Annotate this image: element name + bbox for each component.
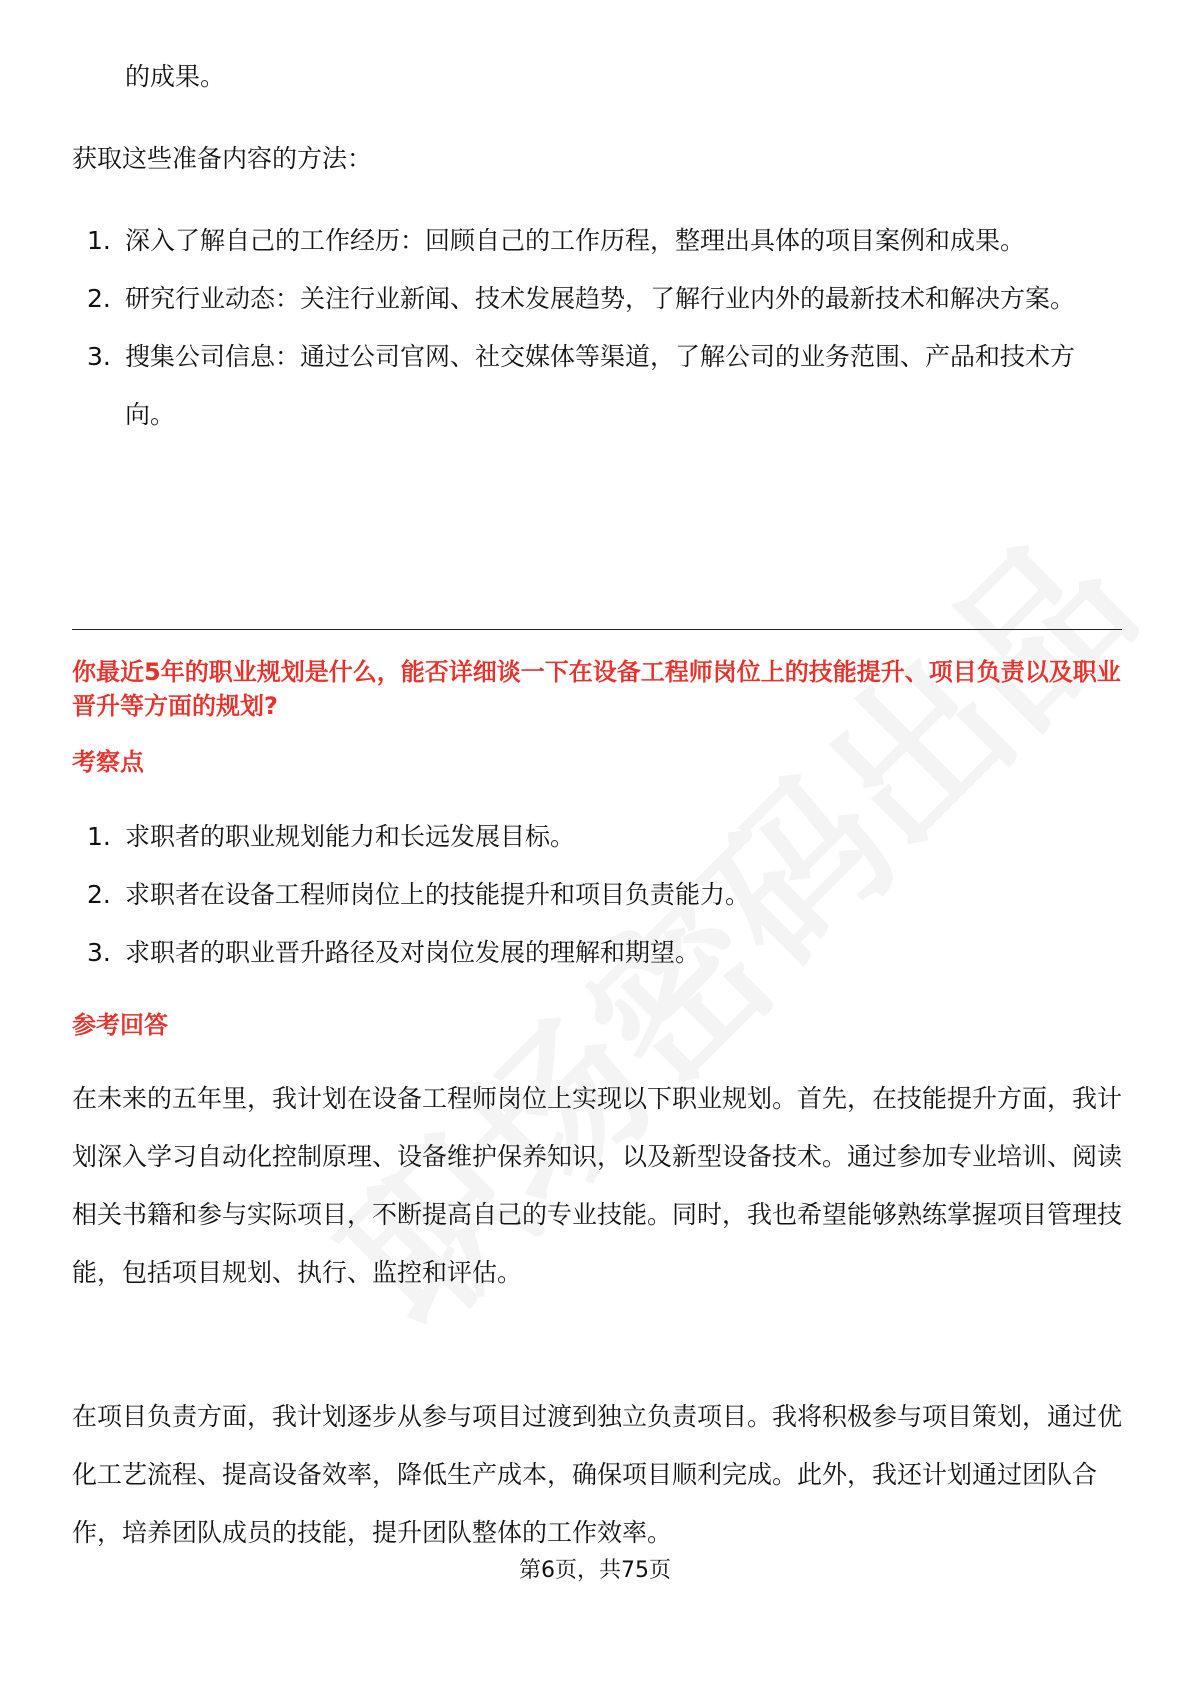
question-title: 你最近5年的职业规划是什么，能否详细谈一下在设备工程师岗位上的技能提升、项目负责以及职业晋升等方面的规划? xyxy=(72,658,1121,720)
list-number: 1. xyxy=(87,226,111,255)
list-item xyxy=(72,328,1122,444)
list-text: 搜集公司信息：通过公司官网、社交媒体等渠道，了解公司的业务范围、产品和技术方向。 xyxy=(125,342,1076,429)
list-item xyxy=(72,808,1122,866)
list-number: 2. xyxy=(87,880,111,909)
examine-heading: 考察点 xyxy=(72,748,144,776)
list-item xyxy=(72,212,1122,270)
list-item xyxy=(72,270,1122,328)
methods-list xyxy=(72,212,1122,444)
answer-paragraph: 在项目负责方面，我计划逐步从参与项目过渡到独立负责项目。我将积极参与项目策划，通过优化工艺流程、提高设备效率，降低生产成本，确保项目顺利完成。此外，我还计划通过团队合作，培养团队成员的技能，提升团队整体的工作效率。 xyxy=(72,1402,1123,1547)
list-number: 3. xyxy=(87,342,111,371)
list-text: 求职者的职业规划能力和长远发展目标。 xyxy=(125,822,576,851)
list-item xyxy=(72,866,1122,924)
list-text: 求职者在设备工程师岗位上的技能提升和项目负责能力。 xyxy=(125,880,751,909)
answer-paragraph: 在未来的五年里，我计划在设备工程师岗位上实现以下职业规划。首先，在技能提升方面，我计划深入学习自动化控制原理、设备维护保养知识，以及新型设备技术。通过参加专业培训、阅读相关书籍和参与实际项目，不断提高自己的专业技能。同时，我也希望能够熟练掌握项目管理技能，包括项目规划、执行、监控和评估。 xyxy=(72,1084,1123,1287)
page-number: 第6页，共75页 xyxy=(519,1558,671,1583)
list-number: 2. xyxy=(87,284,111,313)
list-text: 研究行业动态：关注行业新闻、技术发展趋势，了解行业内外的最新技术和解决方案。 xyxy=(125,284,1076,313)
examine-list xyxy=(72,808,1122,982)
list-number: 1. xyxy=(87,822,111,851)
list-text: 深入了解自己的工作经历：回顾自己的工作历程，整理出具体的项目案例和成果。 xyxy=(125,226,1026,255)
intro-tail: 的成果。 xyxy=(125,62,226,91)
list-item xyxy=(72,924,1122,982)
section-divider xyxy=(72,629,1122,630)
methods-heading: 获取这些准备内容的方法： xyxy=(72,144,373,173)
answer-heading: 参考回答 xyxy=(72,1011,168,1039)
list-number: 3. xyxy=(87,938,111,967)
list-text: 求职者的职业晋升路径及对岗位发展的理解和期望。 xyxy=(125,938,701,967)
